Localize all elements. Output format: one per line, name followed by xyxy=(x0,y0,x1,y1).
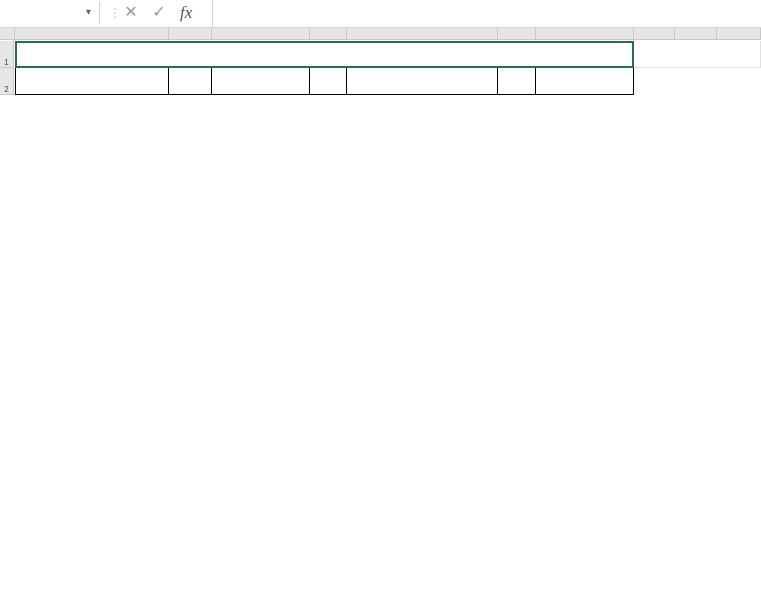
formula-input[interactable] xyxy=(212,0,761,26)
column-header[interactable] xyxy=(498,28,536,40)
empty-cells xyxy=(634,41,761,68)
enter-icon[interactable]: ✓ xyxy=(152,4,166,21)
column-header[interactable] xyxy=(169,28,212,40)
header-name[interactable] xyxy=(15,68,169,95)
row-header[interactable]: 2 xyxy=(0,68,14,95)
header-name-2[interactable] xyxy=(347,68,498,95)
formula-bar xyxy=(0,0,761,28)
column-header[interactable] xyxy=(717,28,761,40)
column-header[interactable] xyxy=(675,28,717,40)
header-price[interactable] xyxy=(212,68,310,95)
column-header[interactable] xyxy=(212,28,310,40)
header-price-2[interactable] xyxy=(536,68,634,95)
header-unit-2[interactable] xyxy=(498,68,536,95)
column-header[interactable] xyxy=(15,28,169,40)
more-options-icon: ⋮ xyxy=(109,6,121,20)
chevron-down-icon[interactable]: ▾ xyxy=(86,7,92,18)
name-box[interactable] xyxy=(0,2,100,24)
column-header[interactable] xyxy=(536,28,634,40)
insert-function-icon[interactable]: fx xyxy=(180,3,193,22)
header-unit[interactable] xyxy=(169,68,212,95)
empty-cell[interactable] xyxy=(310,68,347,95)
select-all-corner[interactable] xyxy=(0,28,15,40)
column-header[interactable] xyxy=(310,28,347,40)
column-header[interactable] xyxy=(347,28,498,40)
row-header[interactable]: 1 xyxy=(0,41,14,68)
cancel-icon[interactable]: ✕ xyxy=(124,4,138,21)
sheet-title-cell[interactable] xyxy=(15,41,634,68)
column-header[interactable] xyxy=(634,28,675,40)
